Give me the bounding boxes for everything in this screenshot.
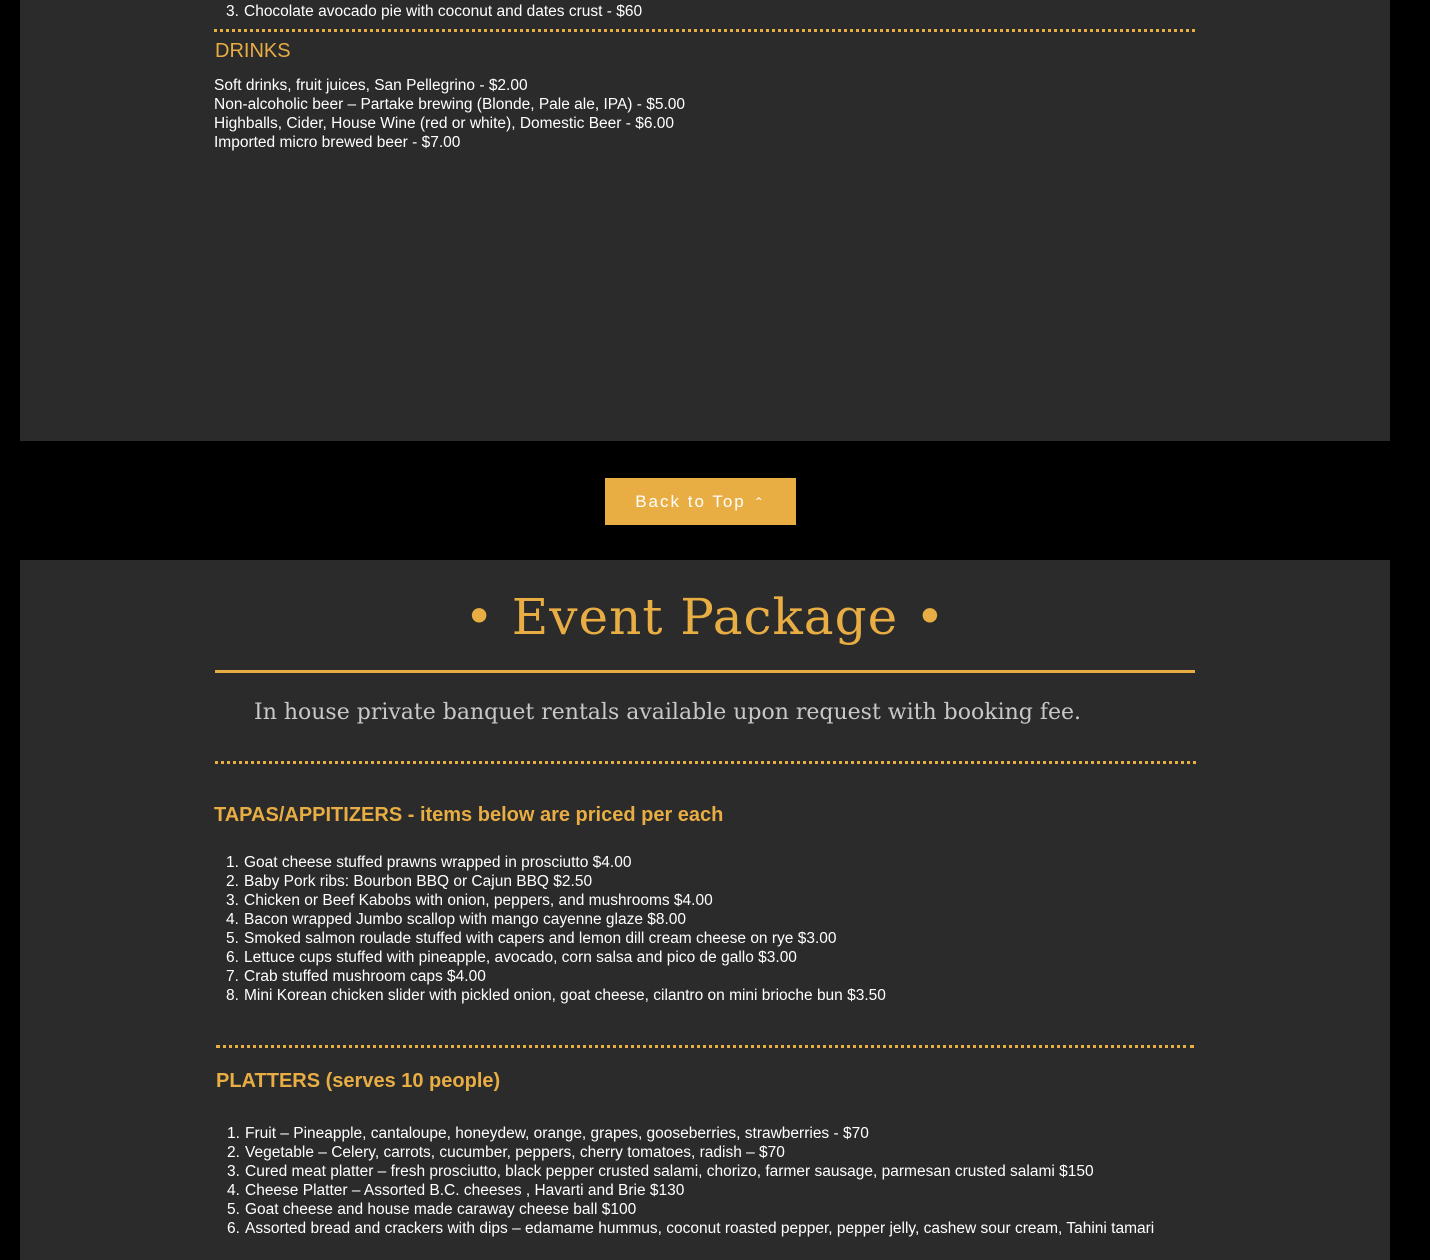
list-item: Crab stuffed mushroom caps $4.00 — [244, 968, 486, 985]
platters-list — [215, 1124, 1154, 1238]
list-item: Vegetable – Celery, carrots, cucumber, peppers, cherry tomatoes, radish – $70 — [245, 1144, 785, 1161]
tapas-heading: TAPAS/APPITIZERS - items below are priced per each — [214, 804, 724, 826]
list-item: Soft drinks, fruit juices, San Pellegrino - $2.00 — [214, 77, 528, 94]
list-item: Cured meat platter – fresh prosciutto, black pepper crusted salami, chorizo, farmer sausage, parmesan crusted salami $150 — [245, 1163, 1094, 1180]
list-item: Highballs, Cider, House Wine (red or white), Domestic Beer - $6.00 — [214, 115, 675, 132]
list-item: Goat cheese and house made caraway cheese ball $100 — [245, 1201, 637, 1218]
event-subtitle: In house private banquet rentals available upon request with booking fee. — [254, 700, 1082, 725]
top-list — [214, 2, 642, 21]
drinks-list — [214, 76, 685, 152]
chevron-up-icon: ⌃ — [753, 494, 766, 509]
list-item: Assorted bread and crackers with dips – edamame hummus, coconut roasted pepper, pepper jelly, cashew sour cream, Tahini tamari — [245, 1220, 1155, 1237]
list-item: Smoked salmon roulade stuffed with capers and lemon dill cream cheese on rye $3.00 — [244, 930, 837, 947]
list-item: Mini Korean chicken slider with pickled onion, goat cheese, cilantro on mini brioche bun $3.50 — [244, 987, 886, 1004]
back-to-top-label: Back to Top — [635, 491, 746, 511]
back-to-top-button[interactable] — [605, 478, 796, 525]
section-divider — [214, 29, 1195, 32]
page-title: • Event Package • — [464, 588, 946, 646]
platters-heading: PLATTERS (serves 10 people) — [216, 1070, 501, 1092]
list-item: Bacon wrapped Jumbo scallop with mango cayenne glaze $8.00 — [244, 911, 687, 928]
list-item: Imported micro brewed beer - $7.00 — [214, 134, 461, 151]
section-divider — [215, 761, 1196, 764]
list-item: Chocolate avocado pie with coconut and dates crust - $60 — [244, 3, 643, 20]
list-item: Cheese Platter – Assorted B.C. cheeses , Havarti and Brie $130 — [245, 1182, 685, 1199]
drinks-heading: DRINKS — [215, 40, 291, 62]
tapas-list — [214, 853, 886, 1005]
list-item: Lettuce cups stuffed with pineapple, avocado, corn salsa and pico de gallo $3.00 — [244, 949, 797, 966]
list-item: Chicken or Beef Kabobs with onion, peppers, and mushrooms $4.00 — [244, 892, 713, 909]
list-item: Non-alcoholic beer – Partake brewing (Blonde, Pale ale, IPA) - $5.00 — [214, 96, 686, 113]
title-divider — [215, 670, 1195, 673]
list-item: Fruit – Pineapple, cantaloupe, honeydew, orange, grapes, gooseberries, strawberries - $70 — [245, 1125, 869, 1142]
menu-panel-top — [20, 0, 1390, 441]
list-item: Baby Pork ribs: Bourbon BBQ or Cajun BBQ $2.50 — [244, 873, 593, 890]
list-item: Goat cheese stuffed prawns wrapped in prosciutto $4.00 — [244, 854, 632, 871]
section-divider — [216, 1045, 1194, 1048]
